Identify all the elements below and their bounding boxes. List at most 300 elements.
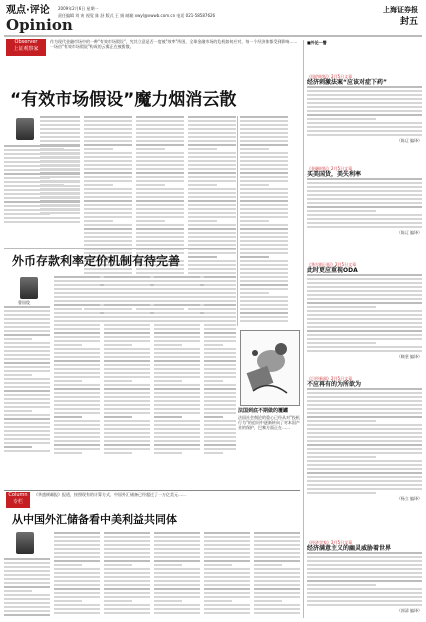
text-line — [204, 356, 236, 358]
text-line — [104, 576, 150, 578]
text-line — [54, 388, 100, 390]
text-line — [154, 332, 200, 334]
text-line — [240, 228, 288, 230]
text-line — [204, 540, 250, 542]
text-line — [154, 276, 200, 278]
text-line — [254, 576, 300, 578]
page-label: 封五 — [399, 17, 418, 27]
text-line — [54, 280, 100, 282]
author3-photo — [16, 532, 34, 554]
text-line — [307, 468, 422, 470]
text-line — [307, 210, 376, 212]
column-badge-en: Column — [8, 492, 28, 498]
text-line — [307, 552, 422, 554]
text-line — [104, 556, 150, 558]
text-line — [240, 308, 288, 310]
text-line — [4, 578, 50, 580]
text-line — [54, 604, 100, 606]
text-line — [240, 252, 288, 254]
text-line — [307, 400, 422, 402]
text-line — [307, 420, 376, 422]
text-line — [240, 276, 288, 278]
text-line — [204, 536, 250, 538]
text-line — [4, 201, 80, 203]
text-line — [136, 192, 184, 194]
text-line — [54, 340, 100, 342]
text-line — [240, 268, 288, 270]
text-line — [4, 310, 50, 312]
text-line — [54, 348, 100, 350]
text-line — [104, 580, 150, 582]
text-line — [104, 416, 132, 418]
article3-body-col6 — [254, 532, 300, 618]
text-line — [188, 132, 236, 134]
text-line — [154, 284, 200, 286]
text-line — [204, 440, 236, 442]
text-line — [154, 552, 200, 554]
text-line — [104, 448, 150, 450]
text-line — [154, 352, 200, 354]
text-line — [240, 260, 288, 262]
text-line — [104, 588, 150, 590]
text-line — [136, 228, 184, 230]
text-line — [154, 312, 200, 314]
text-line — [204, 428, 236, 430]
text-line — [4, 594, 50, 596]
text-line — [4, 157, 80, 159]
text-line — [136, 140, 184, 142]
article3-body-col4 — [154, 532, 200, 618]
text-line — [54, 440, 100, 442]
text-line — [307, 134, 422, 136]
text-line — [54, 540, 100, 542]
text-line — [204, 340, 236, 342]
text-line — [54, 568, 100, 570]
text-line — [104, 364, 150, 366]
text-line — [54, 432, 100, 434]
sidebar-item-title: 经济刺激法案“应该对症下药” — [307, 79, 387, 86]
text-line — [104, 336, 150, 338]
text-line — [4, 422, 50, 424]
text-line — [307, 588, 422, 590]
text-line — [188, 200, 236, 202]
text-line — [54, 612, 100, 614]
text-line — [4, 442, 50, 444]
text-line — [84, 140, 132, 142]
text-line — [240, 152, 288, 154]
text-line — [4, 165, 80, 167]
text-line — [188, 264, 236, 266]
text-line — [104, 440, 150, 442]
text-line — [54, 400, 100, 402]
text-line — [84, 152, 132, 154]
text-line — [54, 376, 100, 378]
text-line — [104, 324, 150, 326]
text-line — [204, 300, 236, 302]
text-line — [54, 292, 100, 294]
text-line — [4, 342, 50, 344]
text-line — [204, 564, 232, 566]
text-line — [307, 436, 422, 438]
text-line — [204, 580, 250, 582]
text-line — [54, 544, 100, 546]
text-line — [307, 86, 422, 88]
text-line — [104, 412, 150, 414]
text-line — [4, 358, 50, 360]
text-line — [84, 208, 132, 210]
sidebar-item-body — [307, 178, 422, 230]
text-line — [204, 576, 250, 578]
text-line — [254, 572, 300, 574]
text-line — [307, 302, 422, 304]
headline-forex-reserves: 从中国外汇储备看中美利益共同体 — [12, 513, 177, 526]
text-line — [204, 588, 250, 590]
text-line — [307, 556, 422, 558]
text-line — [104, 452, 132, 454]
sidebar-item-signature: （陈辽 编译） — [396, 230, 422, 235]
text-line — [84, 136, 132, 138]
text-line — [254, 596, 300, 598]
text-line — [188, 244, 236, 246]
text-line — [240, 288, 288, 290]
text-line — [54, 448, 100, 450]
sidebar-item-3 — [307, 262, 422, 359]
text-line — [84, 188, 132, 190]
text-line — [188, 156, 236, 158]
text-line — [136, 168, 184, 170]
text-line — [4, 406, 50, 408]
text-line — [136, 136, 184, 138]
cartoon-frame — [240, 330, 300, 406]
cartoon-illustration — [241, 331, 299, 405]
text-line — [84, 220, 113, 222]
text-line — [104, 592, 150, 594]
text-line — [204, 396, 236, 398]
text-line — [54, 428, 100, 430]
text-line — [154, 396, 200, 398]
text-line — [54, 276, 100, 278]
text-line — [4, 394, 50, 396]
text-line — [136, 164, 184, 166]
text-line — [54, 420, 100, 422]
text-line — [307, 346, 422, 348]
article1-body-col6 — [4, 145, 80, 225]
text-line — [104, 536, 150, 538]
text-line — [4, 570, 50, 572]
sidebar-item-signature: （郭清 编译） — [396, 608, 422, 613]
text-line — [4, 189, 80, 191]
text-line — [40, 136, 80, 138]
text-line — [188, 140, 236, 142]
text-line — [104, 552, 150, 554]
text-line — [54, 572, 100, 574]
text-line — [4, 382, 50, 384]
text-line — [4, 606, 50, 608]
text-line — [204, 368, 236, 370]
text-line — [154, 420, 200, 422]
text-line — [204, 608, 250, 610]
text-line — [4, 169, 80, 171]
text-line — [307, 488, 422, 490]
text-line — [104, 400, 150, 402]
sidebar-item-body — [307, 552, 422, 608]
text-line — [307, 342, 376, 344]
text-line — [240, 204, 288, 206]
text-line — [240, 280, 288, 282]
text-line — [154, 580, 200, 582]
text-line — [254, 600, 282, 602]
text-line — [307, 282, 422, 284]
text-line — [188, 164, 236, 166]
text-line — [204, 444, 236, 446]
text-line — [154, 364, 200, 366]
column-badge-cn: 专栏 — [12, 499, 23, 505]
text-line — [204, 600, 232, 602]
text-line — [4, 434, 50, 436]
text-line — [104, 312, 150, 314]
text-line — [136, 152, 184, 154]
text-line — [4, 398, 50, 400]
text-line — [240, 236, 288, 238]
text-line — [136, 188, 184, 190]
text-line — [240, 220, 269, 222]
text-line — [4, 346, 50, 348]
headline-deposit-rates: 外币存款利率定价机制有待完善 — [12, 254, 181, 268]
bottom-rule — [4, 490, 300, 491]
text-line — [154, 556, 200, 558]
text-line — [4, 334, 50, 336]
text-line — [136, 160, 184, 162]
text-line — [307, 198, 422, 200]
text-line — [307, 278, 422, 280]
text-line — [204, 308, 223, 310]
text-line — [54, 532, 100, 534]
text-line — [240, 244, 288, 246]
text-line — [307, 448, 422, 450]
text-line — [307, 130, 422, 132]
column-intro: 《华盛顿邮报》报道，按照现有的计算方式，中国外汇储备已经超过了一万亿美元…… — [34, 492, 186, 497]
text-line — [54, 344, 82, 346]
text-line — [240, 172, 288, 174]
sidebar-item-source: 《华尔街日报》2月5日文章 — [307, 262, 357, 267]
text-line — [4, 193, 80, 195]
text-line — [188, 152, 236, 154]
text-line — [204, 360, 236, 362]
author2-name: 曹国俊 — [18, 300, 30, 305]
text-line — [307, 310, 422, 312]
masthead — [0, 0, 426, 36]
text-line — [54, 384, 100, 386]
text-line — [204, 416, 223, 418]
text-line — [4, 386, 50, 388]
article3-body-col3 — [104, 532, 150, 618]
text-line — [254, 604, 300, 606]
text-line — [104, 532, 150, 534]
text-line — [154, 572, 200, 574]
text-line — [104, 296, 150, 298]
text-line — [204, 604, 250, 606]
text-line — [307, 592, 422, 594]
text-line — [4, 410, 32, 412]
text-line — [240, 184, 269, 186]
text-line — [240, 136, 288, 138]
sidebar-item-1 — [307, 74, 422, 143]
text-line — [307, 576, 422, 578]
text-line — [240, 296, 288, 298]
text-line — [84, 236, 132, 238]
observer-badge-en: Observer — [14, 39, 38, 45]
text-line — [54, 592, 100, 594]
text-line — [4, 566, 50, 568]
text-line — [254, 540, 300, 542]
sidebar-item-title: 此时更应重视ODA — [307, 267, 358, 274]
sidebar-item-body — [307, 274, 422, 354]
text-line — [54, 360, 100, 362]
observer-badge — [6, 39, 46, 56]
text-line — [204, 392, 236, 394]
text-line — [4, 149, 80, 151]
sidebar-item-body — [307, 86, 422, 138]
text-line — [254, 544, 300, 546]
text-line — [204, 380, 223, 382]
text-line — [4, 438, 50, 440]
text-line — [154, 564, 182, 566]
text-line — [4, 426, 50, 428]
article2-body-col5 — [204, 276, 236, 456]
text-line — [240, 132, 288, 134]
text-line — [4, 602, 50, 604]
text-line — [240, 188, 288, 190]
text-line — [4, 418, 50, 420]
text-line — [4, 217, 80, 219]
text-line — [54, 580, 100, 582]
text-line — [104, 388, 150, 390]
text-line — [40, 116, 80, 118]
text-line — [154, 340, 200, 342]
text-line — [4, 145, 80, 147]
text-line — [154, 376, 200, 378]
text-line — [104, 600, 132, 602]
text-line — [54, 596, 100, 598]
text-line — [84, 124, 132, 126]
text-line — [204, 436, 236, 438]
text-line — [54, 408, 100, 410]
text-line — [307, 114, 422, 116]
article3-body-col1 — [4, 558, 50, 618]
text-line — [204, 424, 236, 426]
text-line — [104, 408, 150, 410]
text-line — [240, 192, 288, 194]
text-line — [188, 220, 217, 222]
text-line — [240, 156, 288, 158]
text-line — [84, 224, 132, 226]
text-line — [307, 94, 422, 96]
text-line — [240, 160, 288, 162]
text-line — [104, 544, 150, 546]
text-line — [307, 338, 422, 340]
text-line — [254, 532, 300, 534]
text-line — [136, 224, 184, 226]
text-line — [240, 212, 288, 214]
text-line — [204, 332, 236, 334]
text-line — [240, 272, 288, 274]
text-line — [154, 608, 200, 610]
text-line — [307, 274, 422, 276]
text-line — [4, 378, 50, 380]
text-line — [307, 492, 376, 494]
text-line — [154, 320, 200, 322]
section-title-cn: 观点·评论 — [6, 5, 50, 16]
text-line — [240, 176, 288, 178]
sidebar-item-body — [307, 388, 422, 496]
text-line — [54, 436, 100, 438]
sidebar-item-5 — [307, 540, 422, 613]
text-line — [154, 576, 200, 578]
text-line — [254, 608, 300, 610]
text-line — [54, 364, 100, 366]
text-line — [104, 376, 150, 378]
text-line — [84, 120, 132, 122]
text-line — [136, 172, 184, 174]
text-line — [54, 556, 100, 558]
text-line — [154, 536, 200, 538]
text-line — [104, 372, 150, 374]
text-line — [307, 326, 422, 328]
text-line — [4, 354, 50, 356]
text-line — [4, 414, 50, 416]
text-line — [84, 216, 132, 218]
text-line — [4, 374, 32, 376]
text-line — [240, 304, 288, 306]
section-rule — [4, 248, 236, 249]
text-line — [4, 306, 50, 308]
text-line — [204, 596, 250, 598]
text-line — [154, 596, 200, 598]
text-line — [307, 90, 422, 92]
text-line — [254, 592, 300, 594]
text-line — [4, 338, 32, 340]
text-line — [104, 396, 150, 398]
text-line — [154, 452, 182, 454]
text-line — [40, 120, 80, 122]
text-line — [307, 314, 422, 316]
text-line — [104, 288, 150, 290]
text-line — [204, 348, 236, 350]
text-line — [204, 276, 236, 278]
text-line — [136, 268, 184, 270]
text-line — [4, 446, 32, 448]
text-line — [307, 584, 376, 586]
text-line — [54, 356, 100, 358]
text-line — [154, 584, 200, 586]
text-line — [204, 568, 250, 570]
text-line — [307, 460, 422, 462]
paper-name: 上海证券报 — [383, 5, 418, 14]
text-line — [54, 600, 82, 602]
text-line — [84, 196, 132, 198]
text-line — [188, 252, 236, 254]
text-line — [204, 328, 236, 330]
text-line — [254, 568, 300, 570]
text-line — [307, 600, 422, 602]
text-line — [154, 444, 200, 446]
text-line — [54, 284, 100, 286]
text-line — [307, 102, 422, 104]
text-line — [54, 324, 100, 326]
text-line — [154, 356, 200, 358]
text-line — [307, 424, 422, 426]
text-line — [4, 326, 50, 328]
